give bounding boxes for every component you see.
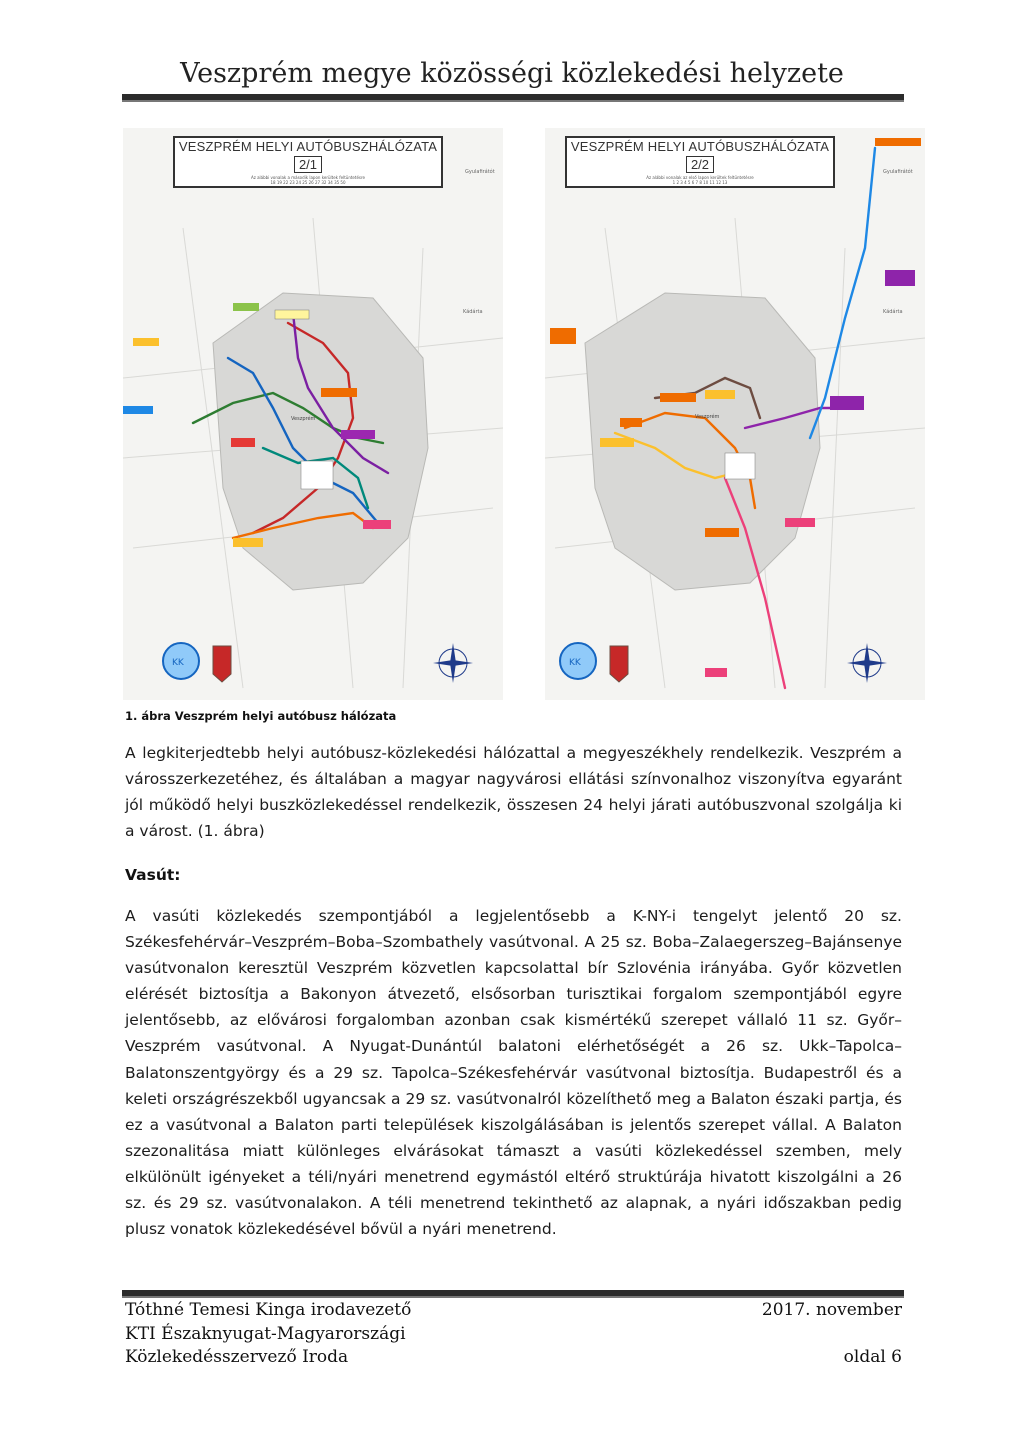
page-header-title: Veszprém megye közösségi közlekedési helyzete — [180, 58, 844, 89]
map-label-kadarta: Kádárta — [463, 309, 483, 315]
compass-rose — [433, 643, 473, 683]
footer-office: Közlekedésszervező Iroda — [125, 1347, 349, 1367]
map-part-1: 2/1 — [294, 156, 322, 173]
logos — [163, 643, 231, 682]
compass-rose — [847, 643, 887, 683]
figure-caption: 1. ábra Veszprém helyi autóbusz hálózata — [125, 709, 397, 723]
header-rule — [122, 94, 904, 100]
bus-network-map-1 — [123, 128, 503, 700]
paragraph-rail: A vasúti közlekedés szempontjából a legjelentősebb a K-NY-i tengelyt jelentő 20 sz. Székesfehérvár–Veszprém–Boba–Szombathely vasútvonal. A 25 sz. Boba–Zalaegerszeg–Bajánsenye vasútvonalon keresztül Veszprém közvetlen kapcsolattal bír Szlovénia irányába. Győr közvetlen elérését biztosítja a Bakonyon átvezető, elsősorban turisztikai forgalom szempontjából egyre jelentősebb, az elővárosi forgalomban azonban csak kismértékű szerepet vállaló 11 sz. Győr–Veszprém vasútvonal. A Nyugat-Dunántúl balatoni elérhetőségét a 26 sz. Ukk–Tapolca–Balatonszentgyörgy és a 29 sz. Tapolca–Székesfehérvár vasútvonal biztosítja. Budapestről és a keleti országrészekből ugyancsak a 29 sz. vasútvonalról közelíthető meg a Balaton északi partja, és ez a vasútvonal a Balaton parti települések kiszolgálásában is jelentős szerepet vállal. A Balaton szezonalitása miatt különleges elvárásokat támaszt a vasúti közlekedéssel szemben, mely elkülönült igényeket a téli/nyári menetrend egymástól eltérő struktúrája hivatott kiszolgálni a 26 sz. és 29 sz. vasútvonalakon. A téli menetrend tekinthető az alapnak, a nyári időszakban pedig plusz vonatok közlekedésével bővül a nyári menetrend. — [125, 907, 902, 1239]
map-title-1: VESZPRÉM HELYI AUTÓBUSZHÁLÓZATA — [178, 139, 438, 154]
map-title-box-2 — [565, 136, 835, 188]
footer-organization: KTI Északnyugat-Magyarországi — [125, 1324, 406, 1344]
map-label-veszprem: Veszprém — [291, 416, 316, 422]
map-graphic-2 — [545, 128, 925, 700]
footer-rule — [122, 1290, 904, 1296]
map-title-2: VESZPRÉM HELYI AUTÓBUSZHÁLÓZATA — [570, 139, 830, 154]
map-note-2: Az alábbi vonalak az első lapon kerültek feltüntetésre — [646, 175, 754, 180]
logos — [560, 643, 628, 682]
map-lines-2: 1 2 3 4 5 6 7 8 10 11 12 13 — [672, 180, 728, 185]
map-label-gyulafiratot: Gyulafirátót — [883, 169, 913, 175]
svg-text:KK: KK — [569, 658, 581, 668]
paragraph-bus-network: A legkiterjedtebb helyi autóbusz-közlekedési hálózattal a megyeszékhely rendelkezik. Veszprém a városszerkezetéhez, és általában a magyar nagyvárosi ellátási színvonalhoz viszonyítva egyaránt jól működő helyi buszközlekedéssel rendelkezik, összesen 24 helyi járati autóbuszvonal szolgálja ki a várost. (1. ábra) — [125, 744, 902, 841]
page-number: oldal 6 — [843, 1347, 902, 1367]
map-label-veszprem: Veszprém — [695, 414, 720, 420]
map-note-1: Az alábbi vonalak a második lapon kerültek feltüntetésre — [250, 175, 366, 180]
map-lines-1: 18 19 22 23 24 25 26 27 32 34 35 50 — [270, 180, 346, 185]
map-label-gyulafiratot: Gyulafirátót — [465, 169, 495, 175]
map-graphic-1 — [123, 128, 503, 700]
map-label-kadarta: Kádárta — [883, 309, 903, 315]
section-heading-rail: Vasút: — [125, 866, 181, 884]
map-title-box-1 — [173, 136, 443, 188]
map-part-2: 2/2 — [686, 156, 714, 173]
svg-text:KK: KK — [172, 658, 184, 668]
bus-network-map-2 — [545, 128, 925, 700]
footer-author: Tóthné Temesi Kinga irodavezető — [125, 1300, 412, 1320]
footer-date: 2017. november — [761, 1300, 902, 1320]
